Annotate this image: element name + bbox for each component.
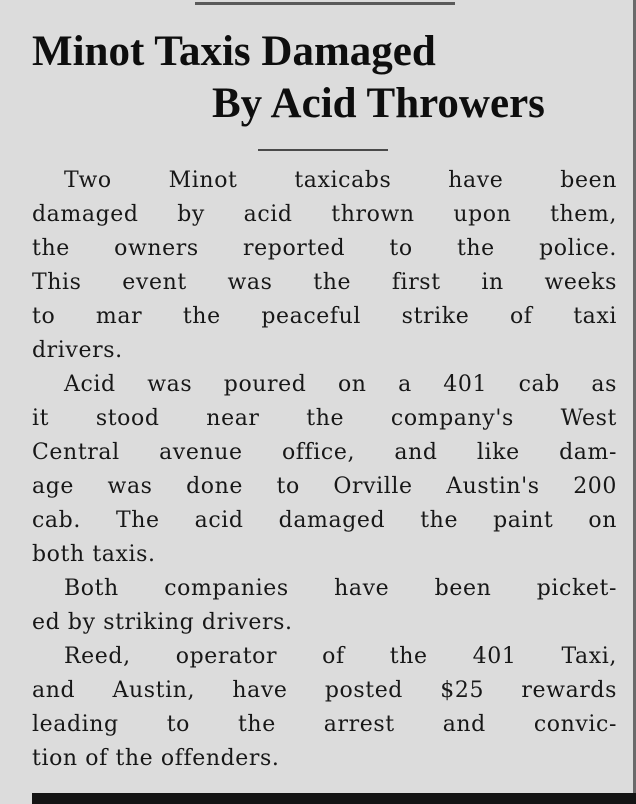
body-line: ed by striking drivers.	[32, 610, 293, 635]
body-line: tion of the offenders.	[32, 746, 280, 771]
body-line: Acid was poured on a 401 cab as	[64, 372, 617, 397]
headline-line-1: Minot Taxis Damaged	[32, 28, 436, 75]
body-line: cab. The acid damaged the paint on	[32, 508, 617, 533]
body-line: both taxis.	[32, 542, 156, 567]
body-line: This event was the first in weeks	[32, 270, 617, 295]
body-line: Central avenue office, and like dam-	[32, 440, 617, 465]
body-line: and Austin, have posted $25 rewards	[32, 678, 617, 703]
body-line: damaged by acid thrown upon them,	[32, 202, 617, 227]
body-line: age was done to Orville Austin's 200	[32, 474, 617, 499]
headline-divider	[258, 149, 388, 151]
body-line: to mar the peaceful strike of taxi	[32, 304, 617, 329]
body-line: leading to the arrest and convic-	[32, 712, 617, 737]
body-line: Both companies have been picket-	[64, 576, 617, 601]
body-line: Two Minot taxicabs have been	[64, 168, 617, 193]
bottom-rule	[32, 793, 636, 804]
article-body	[32, 164, 617, 776]
body-line: drivers.	[32, 338, 123, 363]
top-rule	[195, 2, 455, 5]
headline-line-2: By Acid Throwers	[212, 80, 545, 127]
body-line: the owners reported to the police.	[32, 236, 617, 261]
headline	[0, 26, 620, 130]
body-line: it stood near the company's West	[32, 406, 617, 431]
body-line: Reed, operator of the 401 Taxi,	[64, 644, 617, 669]
